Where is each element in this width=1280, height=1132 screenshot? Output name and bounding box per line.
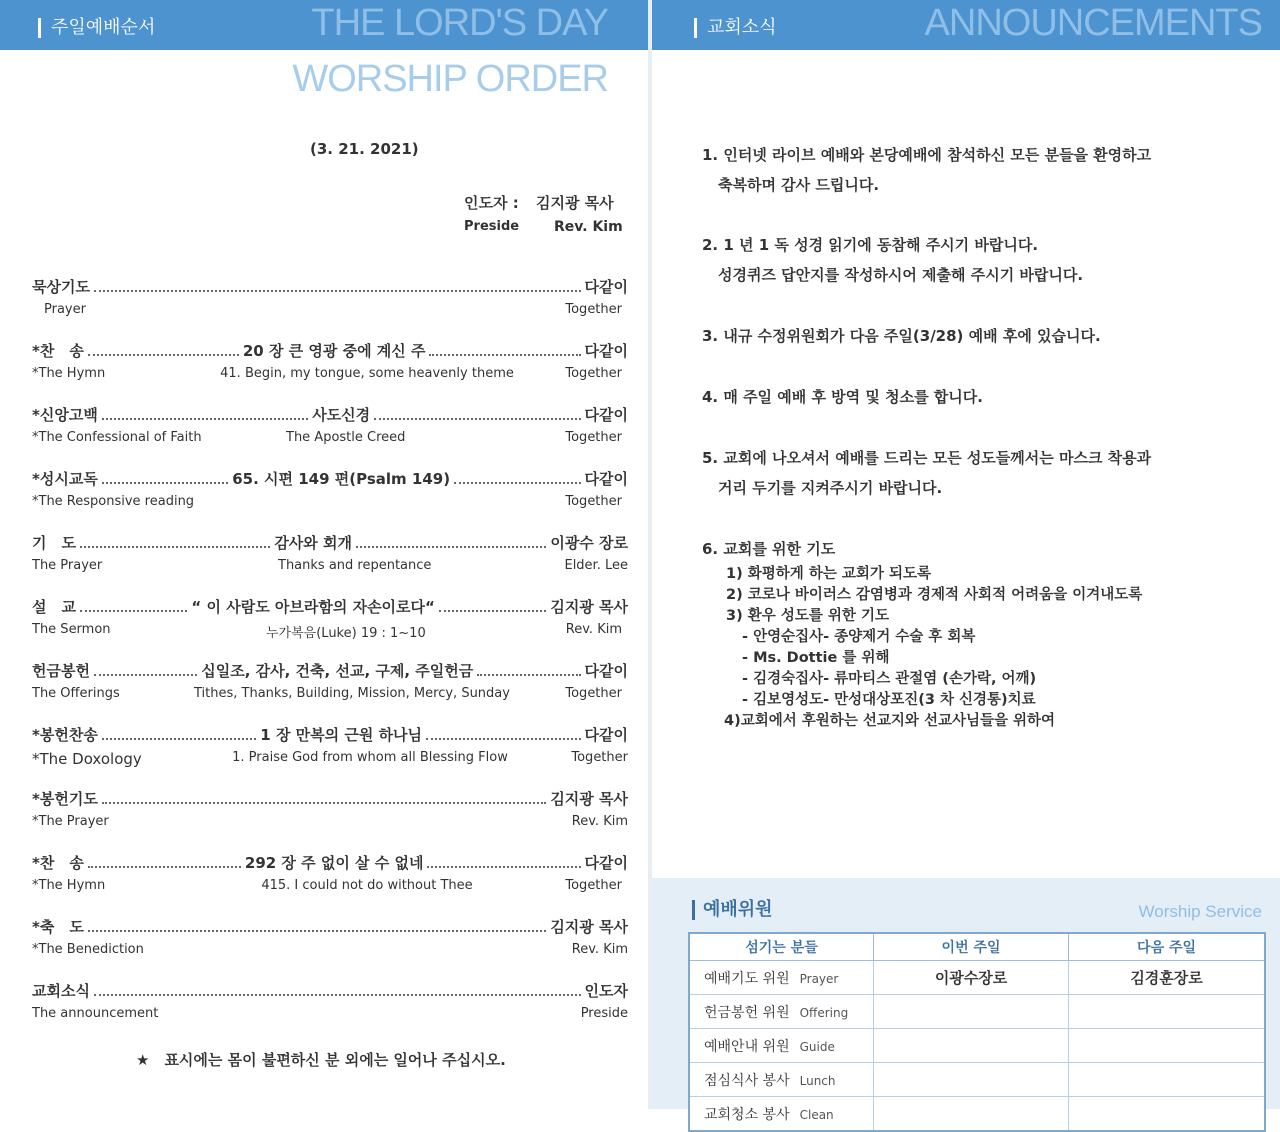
item-leader: 다같이 (584, 662, 629, 680)
role-cell (689, 1063, 874, 1097)
item-title-en: *The Doxology (32, 750, 142, 768)
item-title-en: *The Confessional of Faith (32, 430, 202, 445)
announcement-text: 거리 두기를 지켜주시기 바랍니다. (718, 479, 943, 497)
order-item (32, 468, 628, 532)
item-leader-en: Preside (580, 1006, 628, 1021)
item-title-en: Prayer (44, 302, 86, 317)
service-date: (3. 21. 2021) (310, 140, 419, 158)
item-detail: 20 장 큰 영광 중에 계신 주 (242, 342, 426, 360)
prayer-subitem: - 김보영성도- 만성대상포진(3 차 신경통)치료 (742, 692, 1036, 708)
role-name-en: Guide (799, 1039, 835, 1054)
item-title: *신앙고백 (32, 406, 98, 424)
role-name-en: Lunch (799, 1073, 836, 1088)
item-detail-en (332, 494, 522, 509)
item-detail: 65. 시편 149 편(Psalm 149) (232, 470, 451, 488)
item-detail-en: Thanks and repentance (278, 558, 432, 573)
item-detail: 292 장 주 없이 살 수 없네 (244, 854, 424, 872)
item-leader: 김지광 목사 (550, 790, 628, 808)
next-week-cell (1069, 1029, 1265, 1063)
announcement-text: 5. 교회에 나오셔서 예배를 드리는 모든 성도들께서는 마스크 착용과 (702, 449, 1152, 467)
leader-dots (88, 344, 239, 356)
announcement-1 (702, 140, 1222, 200)
announcement-list (702, 140, 1222, 732)
item-detail-en: 41. Begin, my tongue, some heavenly theme (220, 366, 514, 381)
leader-dots (88, 856, 241, 868)
prayer-item: 4)교회에서 후원하는 선교지와 선교사님들을 위하여 (724, 713, 1056, 729)
order-item (32, 404, 628, 468)
item-detail: 사도신경 (312, 406, 371, 424)
this-week-cell (874, 995, 1069, 1029)
role-name-en: Prayer (799, 971, 839, 986)
leader-dots (429, 344, 580, 356)
order-item (32, 596, 628, 660)
this-week-cell (874, 1029, 1069, 1063)
column-header: 다음 주일 (1069, 933, 1265, 961)
role-name: 예배안내 위원 (704, 1038, 790, 1055)
prayer-subitem: - Ms. Dottie 를 위해 (742, 650, 890, 666)
item-title-en: The announcement (32, 1006, 159, 1021)
table-row (689, 995, 1265, 1029)
worship-order-title: WORSHIP ORDER (292, 58, 608, 100)
item-detail-en (212, 942, 528, 957)
worship-service-title: 예배위원 (692, 900, 773, 920)
lords-day-title: THE LORD'S DAY (311, 2, 608, 44)
presider-name: 김지광 목사 (536, 194, 614, 212)
order-item (32, 660, 628, 724)
item-leader-en: Together (565, 302, 622, 317)
next-week-cell (1069, 995, 1265, 1029)
announcement-text: 2. 1 년 1 독 성경 읽기에 동참해 주시기 바랍니다. (702, 236, 1039, 254)
table-row (689, 1097, 1265, 1132)
item-leader-en: Elder. Lee (564, 558, 628, 573)
column-header: 섬기는 분들 (689, 933, 874, 961)
prayer-subitem: - 안영순집사- 종양제거 수술 후 회복 (742, 629, 976, 645)
item-title: *축 도 (32, 918, 84, 936)
table-row (689, 1029, 1265, 1063)
item-title: *찬 송 (32, 854, 84, 872)
order-item (32, 980, 628, 1044)
order-item (32, 916, 628, 980)
standing-footnote: ★ 표시에는 몸이 불편하신 분 외에는 일어나 주십시오. (136, 1051, 506, 1069)
leader-dots (94, 280, 581, 292)
item-leader: 이광수 장로 (550, 534, 629, 552)
presider-label: 인도자 : (464, 194, 519, 212)
role-name-en: Clean (799, 1107, 834, 1122)
role-name: 예배기도 위원 (704, 970, 790, 987)
item-leader-en: Together (565, 494, 622, 509)
item-detail: “ 이 사람도 아브라함의 자손이로다“ (191, 598, 435, 616)
item-leader: 다같이 (584, 278, 628, 296)
item-leader: 다같이 (584, 470, 628, 488)
announcement-2 (702, 230, 1222, 290)
order-of-service (32, 276, 628, 1044)
item-title-en: *The Prayer (32, 814, 109, 829)
leader-dots (454, 472, 580, 484)
item-title-en: *The Benediction (32, 942, 144, 957)
next-week-cell (1069, 1097, 1265, 1132)
table-row (689, 1063, 1265, 1097)
left-header-title: 주일예배순서 (38, 18, 155, 38)
role-name-en: Offering (799, 1005, 849, 1020)
item-leader: 김지광 목사 (550, 598, 629, 616)
leader-dots (88, 920, 546, 932)
announcement-4: 4. 매 주일 예배 후 방역 및 청소를 합니다. (702, 388, 983, 406)
item-leader: 다같이 (584, 854, 629, 872)
item-leader-en: Rev. Kim (571, 942, 628, 957)
table-row (689, 961, 1265, 995)
announcement-text: 성경퀴즈 답안지를 작성하시어 제출해 주시기 바랍니다. (718, 266, 1084, 284)
item-leader: 인도자 (584, 982, 628, 1000)
item-title-en: The Sermon (32, 622, 111, 637)
presider-name-en: Rev. Kim (554, 219, 623, 235)
leader-dots (94, 984, 581, 996)
leader-dots (439, 600, 546, 612)
presider-label-en: Preside (464, 219, 520, 234)
item-leader: 다같이 (584, 726, 629, 744)
order-item (32, 532, 628, 596)
this-week-cell (874, 1097, 1069, 1132)
prayer-item: 2) 코로나 바이러스 감염병과 경제적 사회적 어려움을 이겨내도록 (726, 587, 1143, 603)
worship-service-table (688, 932, 1266, 1132)
item-title: *봉헌기도 (32, 790, 98, 808)
prayer-item: 1) 화평하게 하는 교회가 되도록 (726, 566, 931, 582)
leader-dots (426, 728, 580, 740)
order-item (32, 276, 628, 340)
right-header-title: 교회소식 (694, 18, 777, 38)
item-detail-en: 415. I could not do without Thee (261, 878, 473, 893)
item-title-en: *The Hymn (32, 366, 106, 381)
next-week-cell (1069, 1063, 1265, 1097)
announcement-5 (702, 443, 1222, 503)
item-detail: 십일조, 감사, 건축, 선교, 구제, 주일헌금 (201, 662, 474, 680)
leader-dots (356, 536, 546, 548)
item-leader-en: Together (565, 366, 622, 381)
column-header: 이번 주일 (874, 933, 1069, 961)
item-title: 묵상기도 (32, 278, 90, 296)
item-leader-en: Together (565, 878, 622, 893)
item-title-en: *The Responsive reading (32, 494, 195, 509)
leader-dots (374, 408, 580, 420)
right-header-bar (652, 0, 1280, 50)
worship-order-page (0, 0, 648, 1109)
leader-dots (80, 600, 187, 612)
item-title: 기 도 (32, 534, 76, 552)
announcement-text: 축복하며 감사 드립니다. (718, 176, 880, 194)
item-detail-en (224, 302, 522, 317)
role-cell (689, 995, 874, 1029)
item-detail: 1 장 만복의 근원 하나님 (260, 726, 423, 744)
item-detail-en: Tithes, Thanks, Building, Mission, Mercy, Sunday (194, 686, 510, 701)
announcement-6: 6. 교회를 위한 기도 (702, 540, 836, 558)
order-item (32, 340, 628, 404)
item-detail: 감사와 회개 (274, 534, 352, 552)
order-item (32, 852, 628, 916)
item-title: 헌금봉헌 (32, 662, 90, 680)
item-detail-en: The Apostle Creed (286, 430, 406, 445)
leader-dots (80, 536, 270, 548)
leader-dots (102, 472, 228, 484)
item-title-en: The Offerings (32, 686, 120, 701)
item-title: 설 교 (32, 598, 76, 616)
leader-dots (477, 664, 580, 676)
prayer-subitem: - 김경숙집사- 류마티스 관절염 (손가락, 어깨) (742, 671, 1037, 687)
this-week-cell: 이광수장로 (874, 961, 1069, 995)
next-week-cell: 김경훈장로 (1069, 961, 1265, 995)
role-name: 교회청소 봉사 (704, 1106, 790, 1123)
item-leader-en: Rev. Kim (571, 814, 628, 829)
role-cell (689, 1097, 874, 1132)
item-title: *찬 송 (32, 342, 84, 360)
item-leader-en: Rev. Kim (565, 622, 622, 637)
item-leader: 김지광 목사 (550, 918, 628, 936)
announcement-3: 3. 내규 수정위원회가 다음 주일(3/28) 예배 후에 있습니다. (702, 327, 1101, 345)
order-item (32, 724, 628, 788)
leader-dots (427, 856, 580, 868)
order-item (32, 788, 628, 852)
item-title: *성시교독 (32, 470, 98, 488)
worship-service-section (652, 878, 1280, 1123)
item-leader: 다같이 (584, 406, 629, 424)
role-cell (689, 1029, 874, 1063)
item-detail-en: 1. Praise God from whom all Blessing Flow (232, 750, 508, 765)
item-detail-en: 누가복음(Luke) 19 : 1~10 (266, 626, 426, 641)
item-leader-en: Together (571, 750, 628, 765)
role-name: 헌금봉헌 위원 (704, 1004, 790, 1021)
item-title: *봉헌찬송 (32, 726, 98, 744)
item-leader: 다같이 (584, 342, 628, 360)
item-detail-en (212, 1006, 528, 1021)
left-header-bar (0, 0, 648, 50)
role-cell (689, 961, 874, 995)
leader-dots (102, 728, 256, 740)
prayer-list (702, 564, 1222, 732)
prayer-item: 3) 환우 성도를 위한 기도 (726, 608, 889, 624)
announcements-title: ANNOUNCEMENTS (924, 2, 1262, 44)
worship-service-title-en: Worship Service (1138, 902, 1262, 921)
presider-block (464, 192, 623, 235)
leader-dots (102, 792, 547, 804)
leader-dots (94, 664, 197, 676)
item-title-en: *The Hymn (32, 878, 106, 893)
item-title: 교회소식 (32, 982, 90, 1000)
announcement-text: 1. 인터넷 라이브 예배와 본당예배에 참석하신 모든 분들을 환영하고 (702, 146, 1152, 164)
item-detail-en (212, 814, 528, 829)
leader-dots (102, 408, 308, 420)
this-week-cell (874, 1063, 1069, 1097)
item-title-en: The Prayer (32, 558, 103, 573)
item-leader-en: Together (565, 430, 622, 445)
role-name: 점심식사 봉사 (704, 1072, 790, 1089)
item-leader-en: Together (565, 686, 622, 701)
table-header-row (689, 933, 1265, 961)
